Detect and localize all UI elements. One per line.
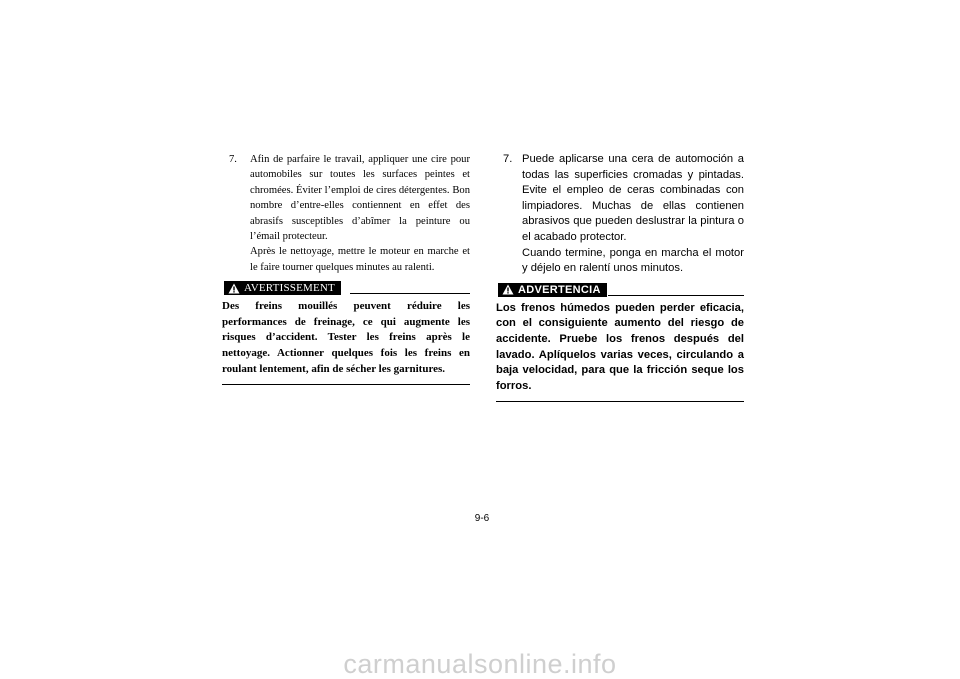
watermark: carmanualsonline.info <box>343 649 617 679</box>
page-number: 9-6 <box>474 513 490 524</box>
warning-label: ADVERTENCIA <box>518 283 601 296</box>
step-text-followup: Après le nettoyage, mettre le moteur en marche et le faire tourner quelques minutes au ralenti. <box>250 246 470 273</box>
warning-rule-top <box>350 293 470 294</box>
warning-label: AVERTISSEMENT <box>244 282 335 295</box>
warning-rule-top <box>608 295 744 296</box>
step-number: 7. <box>229 154 237 165</box>
step-item <box>496 152 744 277</box>
warning-text: Des freins mouillés peuvent réduire les performances de freinage, ce qui augmente les risques d’accident. Tester les freins après le nettoyage. Actionner quelques fois les freins en roulant lentement, afin de sécher les garnitures. <box>222 300 470 375</box>
warning-rule-bottom <box>222 384 470 385</box>
step-text: Afin de parfaire le travail, appliquer une cire pour automobiles sur toutes les surfaces peintes et chromées. Éviter l’emploi de cires détergentes. Bon nombre d’entre-elles contiennent en effet des abrasifs susceptibles d’abîmer la peinture ou l’émail protecteur. <box>250 154 470 243</box>
warning-text: Los frenos húmedos pueden perder eficacia, con el consiguiente aumento del riesgo de accidente. Pruebe los frenos después del lavado. Aplíquelos varias veces, circulando a baja velocidad, para que la fricción seque los forros. <box>496 301 744 392</box>
warning-header <box>496 283 744 297</box>
step-body <box>250 152 470 275</box>
step-item <box>222 152 470 275</box>
step-number: 7. <box>503 153 513 165</box>
warning-triangle-icon <box>228 283 240 294</box>
warning-triangle-icon <box>502 284 514 295</box>
spanish-column <box>496 152 744 402</box>
step-body <box>522 152 744 277</box>
warning-rule-bottom <box>496 401 744 402</box>
warning-badge <box>224 281 341 295</box>
step-text-followup: Cuando termine, ponga en marcha el motor y déjelo en ralentí unos minutos. <box>522 246 744 275</box>
warning-header <box>222 281 470 295</box>
warning-badge <box>498 283 607 297</box>
french-column <box>222 152 470 385</box>
step-text: Puede aplicarse una cera de automoción a todas las superficies cromadas y pintadas. Evite el empleo de ceras combinadas con limpiadores. Muchas de ellas contienen abrasivos que pueden deslustrar la pintura o el acabado protector. <box>522 153 744 243</box>
